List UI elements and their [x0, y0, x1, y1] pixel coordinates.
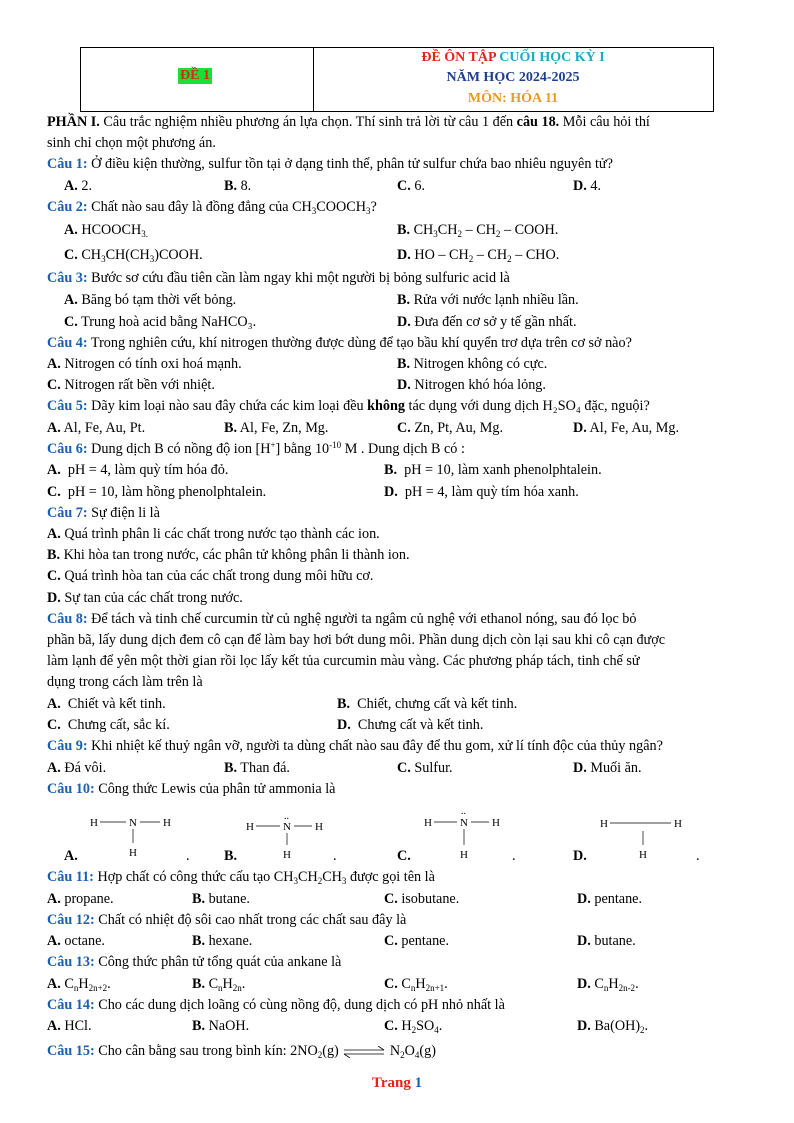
- q11-option-a[interactable]: A. propane.: [47, 891, 114, 907]
- svg-text:H: H: [283, 849, 291, 861]
- q12-option-d[interactable]: D. butane.: [577, 933, 636, 949]
- q5-option-a[interactable]: A. Al, Fe, Au, Pt.: [47, 420, 146, 436]
- question-8-cont3: dụng trong cách làm trên là: [47, 674, 203, 690]
- question-15: Câu 15: Cho cân bằng sau trong bình kín: $2NO_2(g)$ $N_2O_4(g)$: [47, 1043, 436, 1060]
- q12-option-b[interactable]: B. hexane.: [192, 933, 253, 949]
- question-7: Câu 7: Sự điện li là: [47, 505, 160, 521]
- q3-option-b[interactable]: B. Rửa với nước lạnh nhiều lần.: [397, 292, 579, 308]
- svg-text:H: H: [246, 821, 254, 833]
- equilibrium-arrow-icon: [342, 1046, 386, 1058]
- q9-option-c[interactable]: C. Sulfur.: [397, 760, 453, 776]
- q3-option-d[interactable]: D. Đưa đến cơ sở y tế gần nhất.: [397, 314, 577, 330]
- q9-option-a[interactable]: A. Đá vôi.: [47, 760, 107, 776]
- q8-option-a[interactable]: A. Chiết và kết tinh.: [47, 696, 166, 712]
- q4-option-d[interactable]: D. Nitrogen khó hóa lỏng.: [397, 377, 546, 393]
- question-6: Câu 6: Dung dịch B có nồng độ ion [H+] bằng $10^{-10}$ M . Dung dịch B có :: [47, 440, 465, 457]
- question-13: Câu 13: Công thức phân tử tổng quát của ankane là: [47, 954, 342, 970]
- q3-option-c[interactable]: C. Trung hoà acid bằng NaHCO₃.: [64, 314, 257, 330]
- q13-option-d[interactable]: D. $C_nH_{2n-2}$.: [577, 976, 639, 993]
- q6-option-c[interactable]: C. pH = 10, làm hồng phenolphtalein.: [47, 484, 267, 500]
- q4-option-c[interactable]: C. Nitrogen rất bền với nhiệt.: [47, 377, 215, 393]
- question-14: Câu 14: Cho các dung dịch loãng có cùng nồng độ, dung dịch có pH nhỏ nhất là: [47, 997, 505, 1013]
- svg-text:H: H: [460, 849, 468, 861]
- q12-option-c[interactable]: C. pentane.: [384, 933, 450, 949]
- question-4: Câu 4: Trong nghiên cứu, khí nitrogen thường được dùng để tạo bầu khí quyển trơ dựa trên cơ sở nào?: [47, 335, 632, 351]
- q1-option-d[interactable]: D. 4.: [573, 178, 601, 194]
- question-1: Câu 1: Ở điều kiện thường, sulfur tồn tại ở dạng tinh thể, phân tử sulfur chứa bao nhiêu nguyên tử?: [47, 156, 613, 172]
- q14-option-c[interactable]: C. $H_2SO_4$.: [384, 1018, 443, 1035]
- exam-code: ĐỀ 1: [180, 68, 210, 83]
- q2-option-a[interactable]: A. $HCOOCH_{3.}$: [64, 222, 149, 239]
- q10-period-c: .: [512, 848, 516, 864]
- q10-period-a: .: [186, 848, 190, 864]
- q8-option-c[interactable]: C. Chưng cất, sắc kí.: [47, 717, 170, 733]
- svg-text:..: ..: [461, 806, 466, 817]
- q13-option-c[interactable]: C. $C_nH_{2n+1}$.: [384, 976, 448, 993]
- header-right-cell: [313, 48, 713, 111]
- q7-option-c[interactable]: C. Quá trình hòa tan của các chất trong dung môi hữu cơ.: [47, 568, 374, 584]
- question-3: Câu 3: Bước sơ cứu đầu tiên cần làm ngay khi một người bị bỏng sulfuric acid là: [47, 270, 510, 286]
- q14-option-d[interactable]: D. $Ba(OH)_2$.: [577, 1018, 649, 1035]
- question-11: Câu 11: Hợp chất có công thức cấu tạo $CH_3CH_2CH_3$ được gọi tên là: [47, 869, 435, 886]
- q13-option-a[interactable]: A. $C_nH_{2n+2}$.: [47, 976, 111, 993]
- part1-intro: PHẦN I. Câu trắc nghiệm nhiều phương án lựa chọn. Thí sinh trả lời từ câu 1 đến câu 18. Mỗi câu hỏi thí: [47, 114, 650, 130]
- q1-option-a[interactable]: A. 2.: [64, 178, 92, 194]
- q4-option-b[interactable]: B. Nitrogen không có cực.: [397, 356, 548, 372]
- q10-option-d[interactable]: D.: [573, 848, 587, 864]
- q10-period-b: .: [333, 848, 337, 864]
- svg-text:H: H: [90, 817, 98, 829]
- q1-option-c[interactable]: C. 6.: [397, 178, 425, 194]
- q10-option-a[interactable]: A.: [64, 848, 78, 864]
- question-8-cont1: phần bã, lấy dung dịch đem cô cạn để làm bay hơi bớt dung môi. Phần dung dịch còn lại sau khi cô cạn được: [47, 632, 666, 648]
- svg-text:N: N: [129, 817, 137, 829]
- q7-option-b[interactable]: B. Khi hòa tan trong nước, các phân tử không phân li thành ion.: [47, 547, 410, 563]
- question-9: Câu 9: Khi nhiệt kế thuỷ ngân vỡ, người ta dùng chất nào sau đây để thu gom, xử lí tính độc của thủy ngân?: [47, 738, 663, 754]
- question-5: Câu 5: Dãy kim loại nào sau đây chứa các kim loại đều không tác dụng với dung dịch H₂SO₄ đặc, nguội?: [47, 398, 650, 414]
- question-12: Câu 12: Chất có nhiệt độ sôi cao nhất trong các chất sau đây là: [47, 912, 407, 928]
- q3-option-a[interactable]: A. Băng bó tạm thời vết bỏng.: [64, 292, 237, 308]
- q11-option-b[interactable]: B. butane.: [192, 891, 250, 907]
- q13-option-b[interactable]: B. $C_nH_{2n}$.: [192, 976, 246, 993]
- q14-option-b[interactable]: B. NaOH.: [192, 1018, 250, 1034]
- part1-intro-cont: sinh chỉ chọn một phương án.: [47, 135, 216, 151]
- q6-option-d[interactable]: D. pH = 4, làm quỳ tím hóa xanh.: [384, 484, 579, 500]
- svg-text:H: H: [315, 821, 323, 833]
- q11-option-c[interactable]: C. isobutane.: [384, 891, 460, 907]
- q6-option-a[interactable]: A. pH = 4, làm quỳ tím hóa đỏ.: [47, 462, 229, 478]
- q11-option-d[interactable]: D. pentane.: [577, 891, 643, 907]
- page-footer: Trang 1: [371, 1075, 423, 1091]
- q7-option-d[interactable]: D. Sự tan của các chất trong nước.: [47, 590, 243, 606]
- svg-text:H: H: [424, 817, 432, 829]
- q5-option-d[interactable]: D. Al, Fe, Au, Mg.: [573, 420, 680, 436]
- svg-text:H: H: [674, 818, 682, 830]
- q12-option-a[interactable]: A. octane.: [47, 933, 105, 949]
- q8-option-b[interactable]: B. Chiết, chưng cất và kết tinh.: [337, 696, 518, 712]
- question-8: Câu 8: Để tách và tinh chế curcumin từ củ nghệ người ta ngâm củ nghệ với ethanol nóng, sau đó lọc bỏ: [47, 611, 637, 627]
- q14-option-a[interactable]: A. HCl.: [47, 1018, 92, 1034]
- svg-text:H: H: [600, 818, 608, 830]
- q2-option-c[interactable]: C. $CH_3CH(CH_3)COOH$.: [64, 247, 203, 264]
- q1-option-b[interactable]: B. 8.: [224, 178, 252, 194]
- svg-text:N: N: [460, 817, 468, 829]
- subject: MÔN: HÓA 11: [467, 91, 559, 106]
- svg-text:H: H: [492, 817, 500, 829]
- q10-period-d: .: [696, 848, 700, 864]
- q9-option-b[interactable]: B. Than đá.: [224, 760, 290, 776]
- svg-text:..: ..: [284, 811, 289, 822]
- q8-option-d[interactable]: D. Chưng cất và kết tinh.: [337, 717, 484, 733]
- school-year: NĂM HỌC 2024-2025: [446, 70, 580, 85]
- question-8-cont2: làm lạnh để yên một thời gian rồi lọc lấy kết tủa curcumin màu vàng. Các phương pháp tách, tinh chế sử: [47, 653, 640, 669]
- q7-option-a[interactable]: A. Quá trình phân li các chất trong nước tạo thành các ion.: [47, 526, 380, 542]
- q6-option-b[interactable]: B. pH = 10, làm xanh phenolphtalein.: [384, 462, 602, 478]
- svg-text:H: H: [639, 849, 647, 861]
- q5-option-c[interactable]: C. Zn, Pt, Au, Mg.: [397, 420, 504, 436]
- q2-option-d[interactable]: D. HO – $CH_2 - CH_2$ – CHO.: [397, 247, 560, 264]
- exam-header: [80, 47, 714, 112]
- svg-text:H: H: [129, 847, 137, 859]
- svg-text:N: N: [283, 821, 291, 833]
- question-10: Câu 10: Công thức Lewis của phân tử ammonia là: [47, 781, 336, 797]
- q5-option-b[interactable]: B. Al, Fe, Zn, Mg.: [224, 420, 329, 436]
- q2-option-b[interactable]: B. $CH_3CH_2 - CH_2$ – COOH.: [397, 222, 559, 239]
- header-left-cell: [81, 48, 314, 111]
- exam-title: ĐỀ ÔN TẬP CUỐI HỌC KỲ I: [421, 50, 605, 65]
- q10-option-c[interactable]: C.: [397, 848, 411, 864]
- q4-option-a[interactable]: A. Nitrogen có tính oxi hoá mạnh.: [47, 356, 242, 372]
- q10-option-b[interactable]: B.: [224, 848, 238, 864]
- svg-text:H: H: [163, 817, 171, 829]
- question-2: Câu 2: Chất nào sau đây là đồng đẳng của $CH_3COOCH_3$?: [47, 199, 377, 216]
- q9-option-d[interactable]: D. Muối ăn.: [573, 760, 642, 776]
